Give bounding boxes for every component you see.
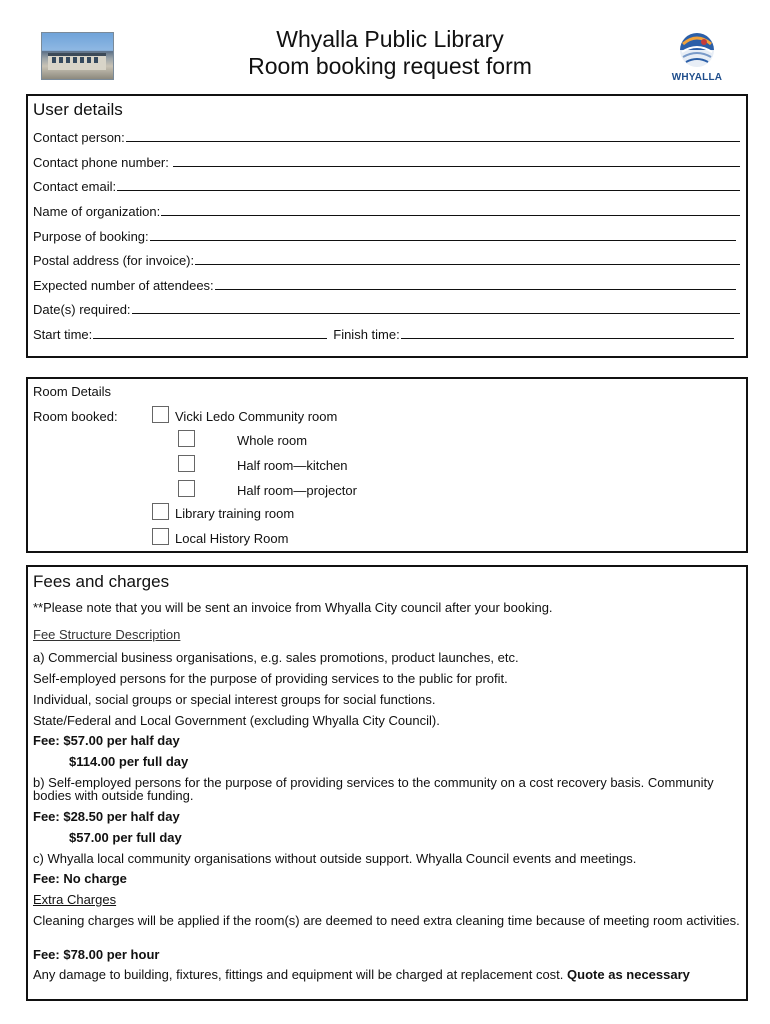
postal-address-label: Postal address (for invoice): bbox=[33, 253, 195, 268]
category-c-fee: Fee: No charge bbox=[33, 871, 127, 886]
contact-email-field[interactable] bbox=[33, 178, 740, 194]
contact-phone-input-line[interactable] bbox=[173, 154, 740, 167]
category-a-line1: a) Commercial business organisations, e.g. sales promotions, product launches, etc. bbox=[33, 650, 519, 665]
damage-quote: Quote as necessary bbox=[567, 967, 690, 982]
damage-text: Any damage to building, fixtures, fittings and equipment will be charged at replacement cost. bbox=[33, 967, 564, 982]
purpose-label: Purpose of booking: bbox=[33, 229, 149, 244]
extra-charges-heading: Extra Charges bbox=[33, 892, 117, 907]
room-booked-label: Room booked: bbox=[33, 409, 118, 424]
half-kitchen-checkbox[interactable] bbox=[178, 455, 195, 472]
whole-room-label: Whole room bbox=[237, 433, 308, 448]
invoice-note: **Please note that you will be sent an invoice from Whyalla City council after your booking. bbox=[33, 600, 553, 615]
category-a-line3: Individual, social groups or special interest groups for social functions. bbox=[33, 692, 436, 707]
half-projector-label: Half room—projector bbox=[237, 483, 357, 498]
cleaning-fee: Fee: $78.00 per hour bbox=[33, 947, 160, 962]
history-room-checkbox[interactable] bbox=[152, 528, 169, 545]
contact-person-label: Contact person: bbox=[33, 130, 125, 145]
page-title-line2: Room booking request form bbox=[248, 53, 532, 79]
finish-time-input-line[interactable] bbox=[401, 326, 734, 339]
contact-email-input-line[interactable] bbox=[117, 178, 740, 191]
category-b-fee-half: Fee: $28.50 per half day bbox=[33, 809, 180, 824]
room-details-section bbox=[26, 377, 748, 553]
finish-time-label: Finish time: bbox=[333, 327, 400, 342]
vicki-ledo-checkbox[interactable] bbox=[152, 406, 169, 423]
history-room-label: Local History Room bbox=[175, 531, 289, 546]
start-time-input-line[interactable] bbox=[93, 326, 327, 339]
contact-email-label: Contact email: bbox=[33, 179, 117, 194]
fees-title: Fees and charges bbox=[33, 572, 170, 591]
vicki-ledo-label: Vicki Ledo Community room bbox=[175, 409, 338, 424]
training-room-label: Library training room bbox=[175, 506, 295, 521]
whyalla-logo bbox=[664, 30, 730, 86]
purpose-field[interactable] bbox=[33, 228, 736, 244]
library-building-photo bbox=[41, 32, 114, 80]
start-time-label: Start time: bbox=[33, 327, 93, 342]
category-b-fee-full: $57.00 per full day bbox=[69, 830, 182, 845]
organization-label: Name of organization: bbox=[33, 204, 161, 219]
attendees-label: Expected number of attendees: bbox=[33, 278, 214, 293]
dates-field[interactable] bbox=[33, 301, 740, 317]
user-details-section bbox=[26, 94, 748, 358]
attendees-input-line[interactable] bbox=[215, 277, 736, 290]
dates-label: Date(s) required: bbox=[33, 302, 131, 317]
form-header bbox=[0, 0, 770, 95]
contact-phone-field[interactable] bbox=[33, 154, 740, 170]
half-projector-checkbox[interactable] bbox=[178, 480, 195, 497]
user-details-title: User details bbox=[33, 100, 123, 119]
damage-text-block bbox=[33, 968, 742, 981]
fees-section bbox=[26, 565, 748, 1001]
cleaning-text: Cleaning charges will be applied if the room(s) are deemed to need extra cleaning time because of meeting room activities. bbox=[33, 913, 740, 928]
fee-structure-heading: Fee Structure Description bbox=[33, 627, 181, 642]
training-room-checkbox[interactable] bbox=[152, 503, 169, 520]
category-b-text: b) Self-employed persons for the purpose of providing services to the community on a cost recovery basis. Community bodies with outside funding. bbox=[33, 775, 714, 803]
purpose-input-line[interactable] bbox=[150, 228, 736, 241]
contact-phone-label: Contact phone number: bbox=[33, 155, 169, 170]
time-fields bbox=[33, 326, 734, 342]
dates-input-line[interactable] bbox=[132, 301, 740, 314]
category-a-fee-half: Fee: $57.00 per half day bbox=[33, 733, 180, 748]
page-title-line1: Whyalla Public Library bbox=[276, 26, 504, 52]
room-details-title: Room Details bbox=[33, 384, 112, 399]
attendees-field[interactable] bbox=[33, 277, 736, 293]
organization-input-line[interactable] bbox=[161, 203, 740, 216]
whyalla-logo-icon bbox=[664, 30, 730, 74]
contact-person-input-line[interactable] bbox=[126, 129, 740, 142]
logo-text: WHYALLA bbox=[671, 72, 723, 83]
organization-field[interactable] bbox=[33, 203, 740, 219]
category-a-line4: State/Federal and Local Government (excluding Whyalla City Council). bbox=[33, 713, 440, 728]
category-c-text: c) Whyalla local community organisations without outside support. Whyalla Council events and meetings. bbox=[33, 851, 637, 866]
postal-address-input-line[interactable] bbox=[195, 252, 740, 265]
category-a-fee-full: $114.00 per full day bbox=[69, 754, 189, 769]
postal-address-field[interactable] bbox=[33, 252, 740, 268]
whole-room-checkbox[interactable] bbox=[178, 430, 195, 447]
contact-person-field[interactable] bbox=[33, 129, 740, 145]
category-a-line2: Self-employed persons for the purpose of providing services to the public for profit. bbox=[33, 671, 508, 686]
half-kitchen-label: Half room—kitchen bbox=[237, 458, 348, 473]
